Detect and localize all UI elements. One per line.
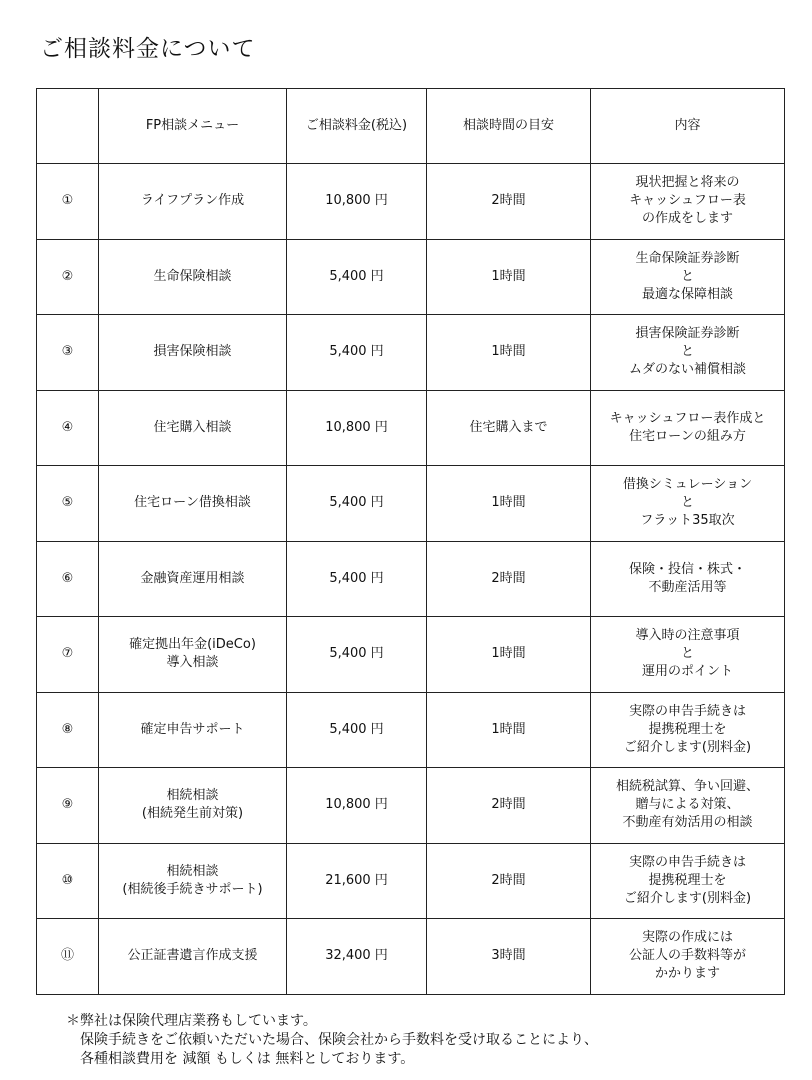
table-body <box>37 164 785 995</box>
row-number: ① <box>37 164 99 240</box>
fee-cell: 32,400 円 <box>287 919 427 995</box>
row-number: ⑨ <box>37 768 99 844</box>
time-cell: 住宅購入まで <box>427 390 591 466</box>
table-header-row <box>37 89 785 164</box>
time-cell: 2時間 <box>427 843 591 919</box>
fee-cell: 10,800 円 <box>287 164 427 240</box>
menu-line: 住宅ローン借換相談 <box>134 495 251 511</box>
header-menu: FP相談メニュー <box>99 89 287 164</box>
content-line: 提携税理士を <box>648 872 727 888</box>
header-fee: ご相談料金(税込) <box>287 89 427 164</box>
content-line: と <box>680 344 694 360</box>
fee-cell: 5,400 円 <box>287 692 427 768</box>
fee-cell: 5,400 円 <box>287 239 427 315</box>
row-number: ② <box>37 239 99 315</box>
page-title: ご相談料金について <box>40 36 256 62</box>
content-line: ご紹介します(別料金) <box>623 890 752 906</box>
content-line: 保険・投信・株式・ <box>628 561 746 577</box>
row-number: ④ <box>37 390 99 466</box>
time-cell: 2時間 <box>427 164 591 240</box>
menu-line: 公正証書遺言作成支援 <box>127 948 258 964</box>
content-cell <box>591 617 785 693</box>
row-number: ⑤ <box>37 466 99 542</box>
content-line: 実際の申告手続きは <box>628 854 746 870</box>
content-line: キャッシュフロー表 <box>629 193 746 209</box>
content-line: 導入時の注意事項 <box>635 628 740 644</box>
content-line: ムダのない補償相談 <box>628 362 746 378</box>
header-content: 内容 <box>591 89 785 164</box>
content-line: 最適な保障相談 <box>641 286 733 302</box>
content-line: 運用のポイント <box>641 664 733 680</box>
menu-line: ライフプラン作成 <box>140 193 245 209</box>
row-number: ③ <box>37 315 99 391</box>
content-cell <box>591 768 785 844</box>
content-line: 現状把握と将来の <box>635 175 740 191</box>
menu-line: 住宅購入相談 <box>153 419 232 435</box>
content-cell <box>591 390 785 466</box>
time-cell: 2時間 <box>427 541 591 617</box>
fee-cell: 10,800 円 <box>287 768 427 844</box>
fee-cell: 5,400 円 <box>287 466 427 542</box>
footnote-line: 保険手続きをご依頼いただいた場合、保険会社から手数料を受け取ることにより、 <box>80 1032 598 1048</box>
content-cell <box>591 239 785 315</box>
content-line: キャッシュフロー表作成と <box>609 410 766 426</box>
time-cell: 1時間 <box>427 466 591 542</box>
content-line: と <box>680 268 694 284</box>
time-cell: 1時間 <box>427 315 591 391</box>
menu-line: 確定申告サポート <box>140 721 245 737</box>
content-line: と <box>680 646 694 662</box>
time-cell: 1時間 <box>427 239 591 315</box>
time-cell: 1時間 <box>427 692 591 768</box>
content-line: ご紹介します(別料金) <box>623 739 752 755</box>
table-row <box>37 692 785 768</box>
content-line: 公証人の手数料等が <box>628 948 746 964</box>
menu-line: 損害保険相談 <box>153 344 232 360</box>
menu-line: (相続発生前対策) <box>141 806 244 822</box>
content-line: 借換シミュレーション <box>622 477 753 493</box>
menu-cell <box>99 164 287 240</box>
content-cell <box>591 466 785 542</box>
menu-line: 相続相談 <box>166 788 219 804</box>
content-line: 相続税試算、争い回避、 <box>615 779 759 795</box>
table-row <box>37 466 785 542</box>
content-cell <box>591 164 785 240</box>
menu-line: 生命保険相談 <box>153 268 232 284</box>
table-row <box>37 164 785 240</box>
header-time: 相談時間の目安 <box>427 89 591 164</box>
content-line: フラット35取次 <box>640 513 735 529</box>
content-cell <box>591 919 785 995</box>
content-line: かかります <box>654 966 720 982</box>
menu-cell <box>99 239 287 315</box>
menu-cell <box>99 315 287 391</box>
table-row <box>37 843 785 919</box>
table-row <box>37 541 785 617</box>
row-number: ⑥ <box>37 541 99 617</box>
content-line: 提携税理士を <box>648 721 727 737</box>
content-line: 不動産活用等 <box>648 579 727 595</box>
content-line: 住宅ローンの組み方 <box>629 428 746 444</box>
content-line: 贈与による対策、 <box>635 797 740 813</box>
content-cell <box>591 843 785 919</box>
row-number: ⑩ <box>37 843 99 919</box>
content-cell <box>591 315 785 391</box>
fee-table <box>36 88 785 995</box>
time-cell: 2時間 <box>427 768 591 844</box>
table-row <box>37 617 785 693</box>
time-cell: 3時間 <box>427 919 591 995</box>
header-number <box>37 89 99 164</box>
footnote-line: 各種相談費用を 減額 もしくは 無料としております。 <box>80 1051 415 1067</box>
fee-cell: 5,400 円 <box>287 617 427 693</box>
menu-cell <box>99 541 287 617</box>
footnote-line: ＊弊社は保険代理店業務もしています。 <box>66 1013 317 1029</box>
content-line: 生命保険証券診断 <box>635 250 740 266</box>
row-number: ⑧ <box>37 692 99 768</box>
table-row <box>37 768 785 844</box>
content-line: 不動産有効活用の相談 <box>622 815 753 831</box>
table-row <box>37 919 785 995</box>
menu-cell <box>99 390 287 466</box>
menu-line: (相続後手続きサポート) <box>122 881 263 897</box>
fee-cell: 10,800 円 <box>287 390 427 466</box>
content-line: 損害保険証券診断 <box>635 326 740 342</box>
row-number: ⑪ <box>37 919 99 995</box>
menu-cell <box>99 768 287 844</box>
menu-cell <box>99 919 287 995</box>
content-line: 実際の申告手続きは <box>628 703 746 719</box>
row-number: ⑦ <box>37 617 99 693</box>
menu-line: 確定拠出年金(iDeCo) <box>129 637 256 653</box>
table-row <box>37 390 785 466</box>
content-cell <box>591 692 785 768</box>
footnote <box>66 1012 786 1069</box>
fee-cell: 21,600 円 <box>287 843 427 919</box>
menu-cell <box>99 692 287 768</box>
menu-cell <box>99 466 287 542</box>
fee-cell: 5,400 円 <box>287 541 427 617</box>
menu-cell <box>99 843 287 919</box>
content-cell <box>591 541 785 617</box>
table-row <box>37 315 785 391</box>
table-row <box>37 239 785 315</box>
menu-line: 相続相談 <box>166 863 219 879</box>
menu-cell <box>99 617 287 693</box>
menu-line: 金融資産運用相談 <box>140 570 245 586</box>
content-line: 実際の作成には <box>641 930 733 946</box>
fee-cell: 5,400 円 <box>287 315 427 391</box>
content-line: の作成をします <box>641 211 733 227</box>
content-line: と <box>680 495 694 511</box>
menu-line: 導入相談 <box>166 655 219 671</box>
time-cell: 1時間 <box>427 617 591 693</box>
